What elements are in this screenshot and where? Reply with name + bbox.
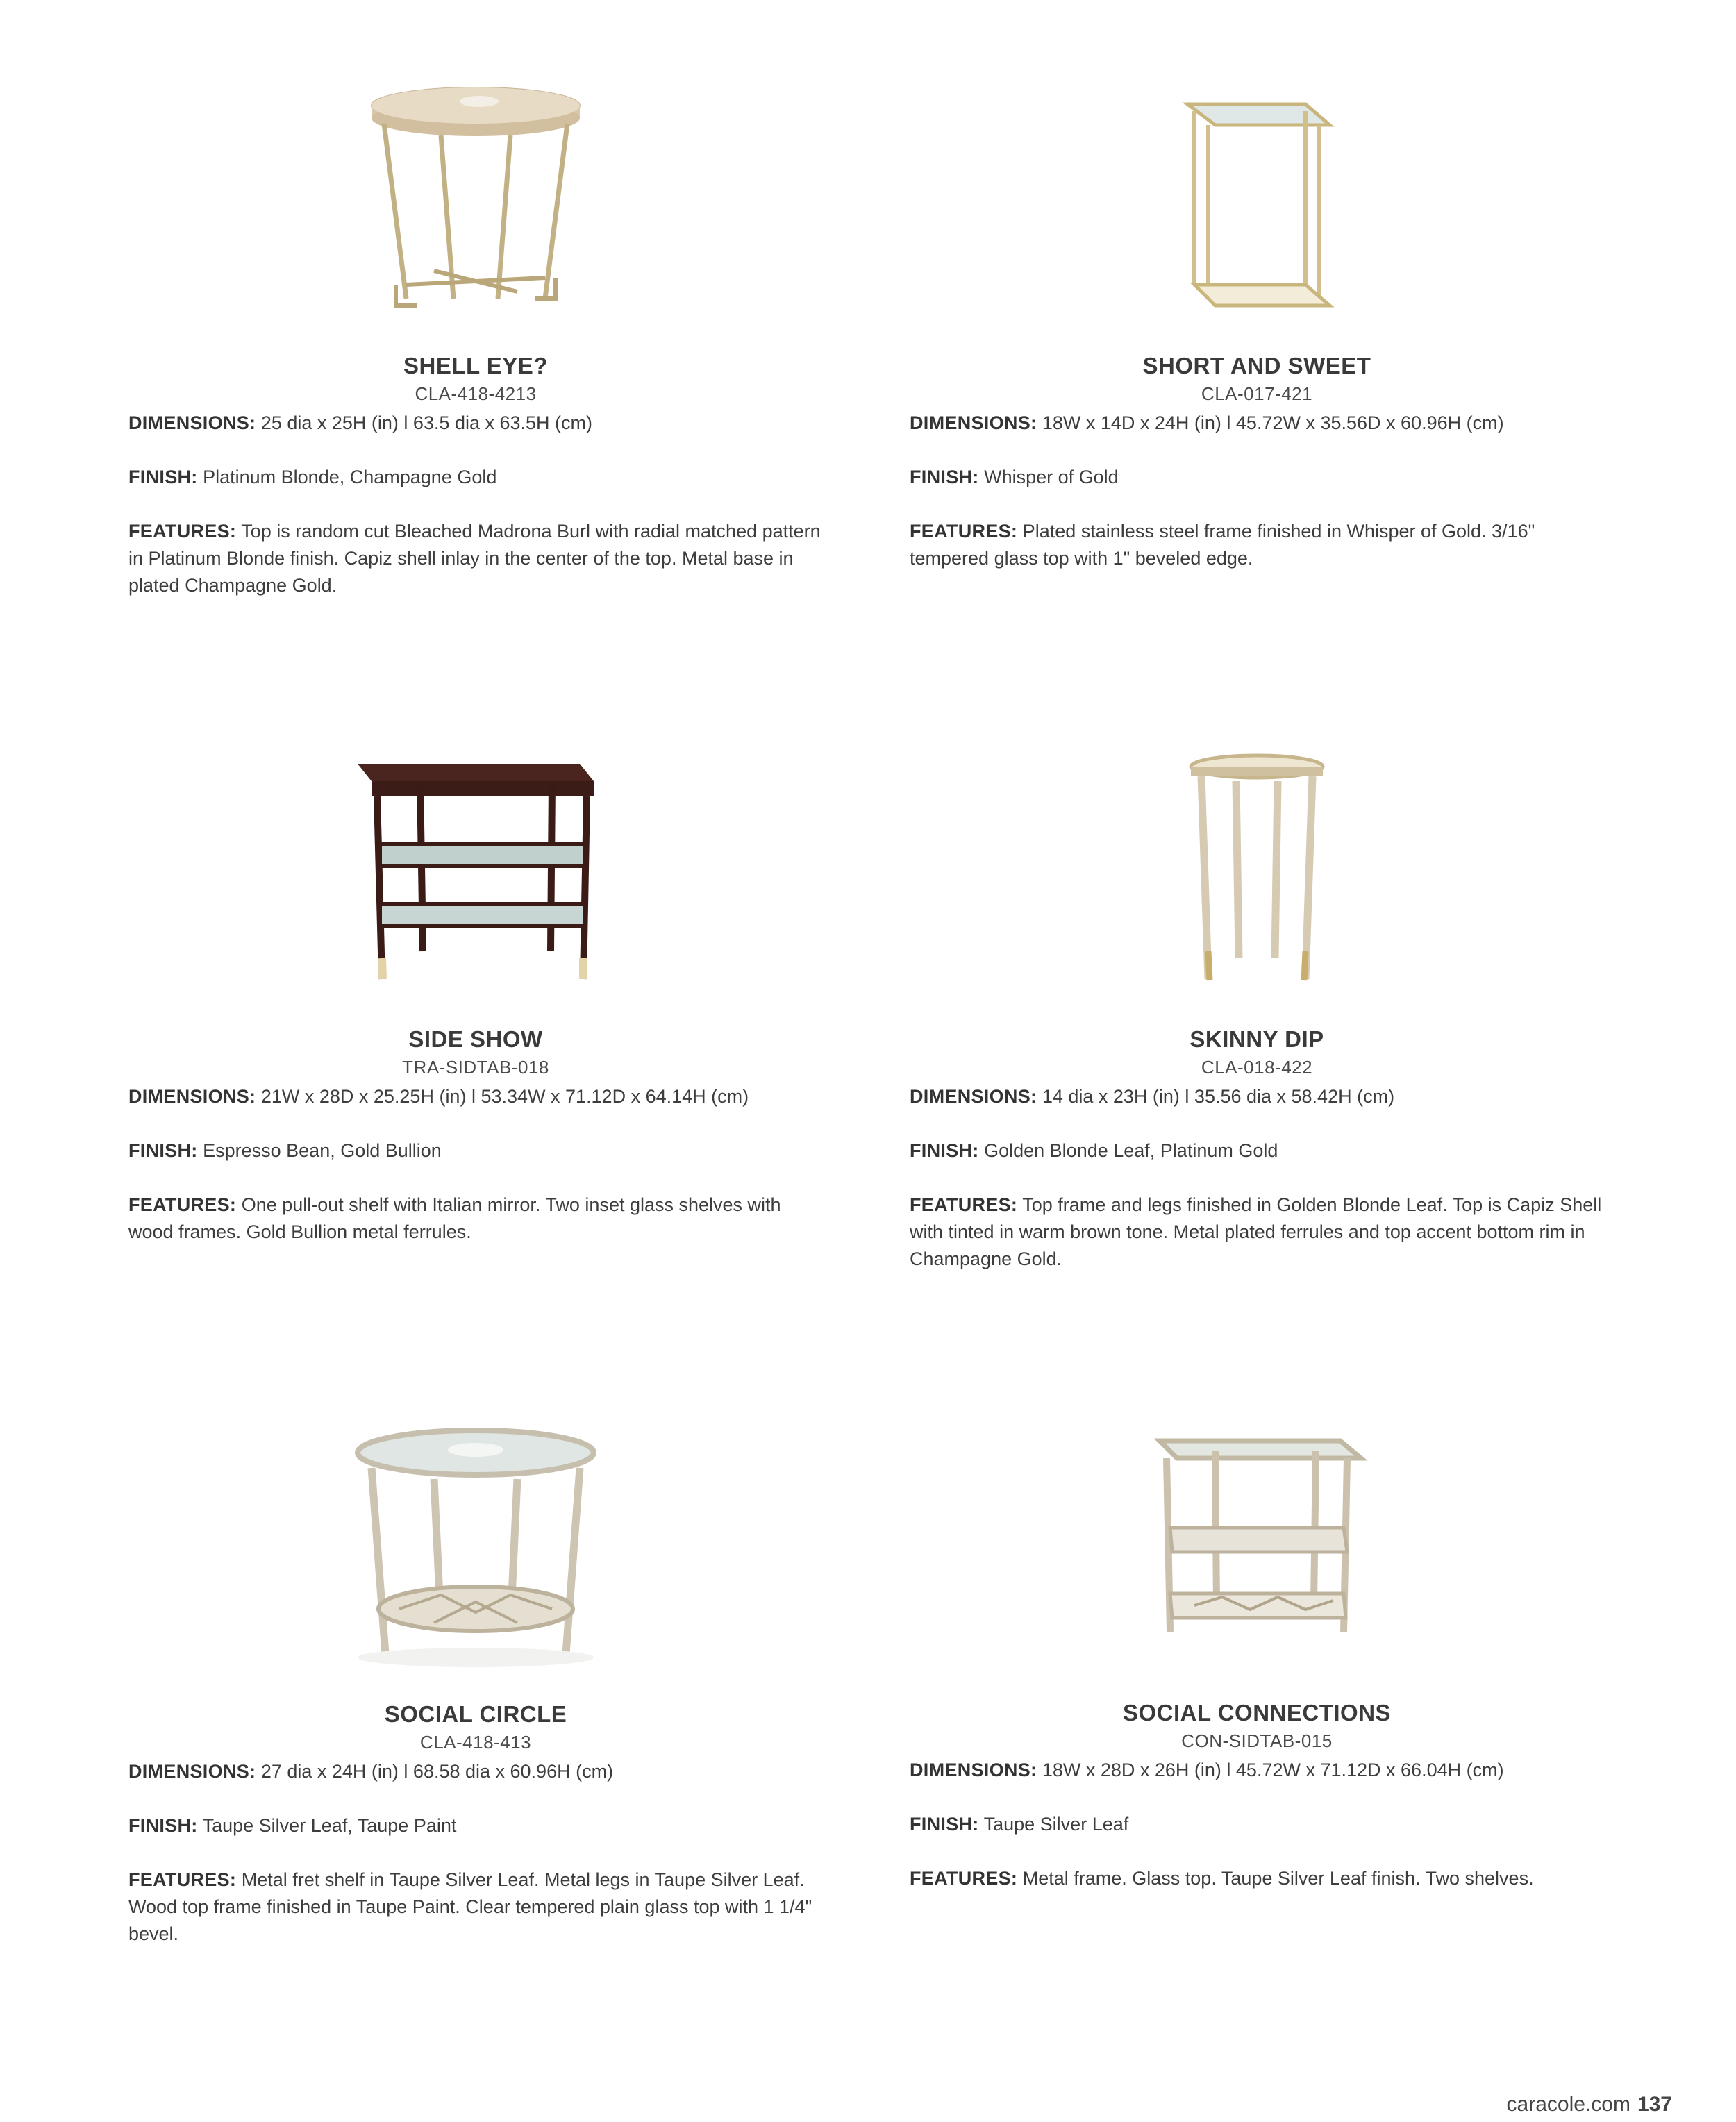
features-value: Plated stainless steel frame finished in Whisper of Gold. 3/16" tempered glass top with 1" beveled edge. bbox=[910, 521, 1535, 569]
finish-label: FINISH: bbox=[128, 1815, 198, 1836]
product-photo bbox=[910, 1423, 1604, 1694]
product-photo bbox=[910, 750, 1604, 1021]
product-name: SIDE SHOW bbox=[408, 1026, 543, 1052]
finish-row bbox=[128, 464, 823, 491]
dimensions-row bbox=[128, 1758, 823, 1785]
dimensions-value: 18W x 14D x 24H (in) l 45.72W x 35.56D x 60.96H (cm) bbox=[1042, 412, 1504, 433]
dimensions-label: DIMENSIONS: bbox=[128, 1086, 256, 1107]
product-card bbox=[910, 1423, 1604, 1965]
finish-label: FINISH: bbox=[910, 1140, 979, 1161]
features-label: FEATURES: bbox=[910, 1194, 1018, 1215]
product-card bbox=[128, 76, 823, 618]
product-photo bbox=[128, 750, 823, 1021]
features-value: Metal fret shelf in Taupe Silver Leaf. Metal legs in Taupe Silver Leaf. Wood top frame finished in Taupe Paint. Clear tempered plain glass top with 1 1/4" bevel. bbox=[128, 1869, 812, 1944]
dimensions-row bbox=[128, 410, 823, 437]
slim-accent-table-image bbox=[1180, 750, 1333, 1000]
finish-label: FINISH: bbox=[910, 1814, 979, 1835]
dimensions-value: 14 dia x 23H (in) l 35.56 dia x 58.42H (cm) bbox=[1042, 1086, 1395, 1107]
features-value: Top frame and legs finished in Golden Blonde Leaf. Top is Capiz Shell with tinted in warm brown tone. Metal plated ferrules and top accent bottom rim in Champagne Gold. bbox=[910, 1194, 1602, 1269]
features-label: FEATURES: bbox=[910, 521, 1018, 542]
features-label: FEATURES: bbox=[128, 521, 237, 542]
round-glass-table-image bbox=[344, 1425, 608, 1675]
product-name: SHELL EYE? bbox=[403, 353, 548, 378]
rectangular-two-shelf-table-image bbox=[1139, 1423, 1375, 1673]
features-value: One pull-out shelf with Italian mirror. Two inset glass shelves with wood frames. Gold Bullion metal ferrules. bbox=[128, 1194, 781, 1242]
product-code: CLA-418-413 bbox=[419, 1732, 532, 1753]
product-name: SOCIAL CIRCLE bbox=[384, 1701, 567, 1727]
finish-row bbox=[910, 1137, 1604, 1164]
dimensions-value: 27 dia x 24H (in) l 68.58 dia x 60.96H (cm) bbox=[260, 1761, 614, 1782]
features-value: Metal frame. Glass top. Taupe Silver Leaf finish. Two shelves. bbox=[1022, 1868, 1534, 1889]
product-card bbox=[128, 750, 823, 1292]
features-row bbox=[128, 518, 823, 599]
product-photo bbox=[128, 1425, 823, 1696]
features-label: FEATURES: bbox=[128, 1194, 237, 1215]
finish-value: Whisper of Gold bbox=[984, 467, 1119, 487]
dimensions-row bbox=[910, 1757, 1604, 1784]
product-name: SHORT AND SWEET bbox=[1142, 353, 1371, 378]
finish-value: Golden Blonde Leaf, Platinum Gold bbox=[984, 1140, 1278, 1161]
product-photo bbox=[128, 76, 823, 347]
product-name: SKINNY DIP bbox=[1190, 1026, 1324, 1052]
site-link[interactable]: caracole.com bbox=[1506, 2093, 1630, 2116]
features-row bbox=[910, 1192, 1604, 1273]
features-label: FEATURES: bbox=[128, 1869, 237, 1890]
features-row bbox=[910, 1865, 1604, 1892]
finish-label: FINISH: bbox=[128, 1140, 198, 1161]
features-row bbox=[128, 1866, 823, 1948]
page-number: 137 bbox=[1637, 2093, 1672, 2116]
product-card bbox=[910, 750, 1604, 1292]
dimensions-label: DIMENSIONS: bbox=[910, 1086, 1037, 1107]
dimensions-label: DIMENSIONS: bbox=[910, 412, 1037, 433]
page-footer bbox=[1507, 2093, 1672, 2116]
finish-value: Taupe Silver Leaf, Taupe Paint bbox=[202, 1815, 457, 1836]
finish-row bbox=[910, 464, 1604, 491]
c-shaped-table-image bbox=[1167, 76, 1347, 326]
finish-row bbox=[910, 1811, 1604, 1838]
dimensions-value: 18W x 28D x 26H (in) l 45.72W x 71.12D x 66.04H (cm) bbox=[1042, 1760, 1504, 1780]
product-card bbox=[128, 1425, 823, 1966]
finish-label: FINISH: bbox=[910, 467, 979, 487]
dimensions-row bbox=[910, 1083, 1604, 1110]
dimensions-label: DIMENSIONS: bbox=[128, 1761, 256, 1782]
product-code: TRA-SIDTAB-018 bbox=[402, 1057, 549, 1078]
finish-value: Platinum Blonde, Champagne Gold bbox=[203, 467, 497, 487]
round-side-table-image bbox=[358, 76, 594, 326]
product-card bbox=[910, 76, 1604, 618]
dimensions-value: 21W x 28D x 25.25H (in) l 53.34W x 71.12D x 64.14H (cm) bbox=[260, 1086, 749, 1107]
features-value: Top is random cut Bleached Madrona Burl with radial matched pattern in Platinum Blonde finish. Capiz shell inlay in the center of the top. Metal base in plated Champagne Gold. bbox=[128, 521, 821, 596]
product-code: CLA-017-421 bbox=[1201, 383, 1313, 404]
finish-row bbox=[128, 1137, 823, 1164]
espresso-side-table-image bbox=[344, 750, 608, 1000]
product-code: CLA-018-422 bbox=[1201, 1057, 1313, 1078]
product-name: SOCIAL CONNECTIONS bbox=[1122, 1700, 1392, 1726]
finish-row bbox=[128, 1812, 823, 1839]
features-label: FEATURES: bbox=[910, 1868, 1018, 1889]
dimensions-label: DIMENSIONS: bbox=[910, 1760, 1037, 1780]
product-photo bbox=[910, 76, 1604, 347]
finish-label: FINISH: bbox=[128, 467, 198, 487]
finish-value: Taupe Silver Leaf bbox=[983, 1814, 1129, 1835]
dimensions-row bbox=[128, 1083, 823, 1110]
product-code: CON-SIDTAB-015 bbox=[1181, 1730, 1333, 1751]
features-row bbox=[128, 1192, 823, 1246]
features-row bbox=[910, 518, 1604, 572]
dimensions-row bbox=[910, 410, 1604, 437]
dimensions-value: 25 dia x 25H (in) l 63.5 dia x 63.5H (cm) bbox=[260, 412, 593, 433]
product-code: CLA-418-4213 bbox=[415, 383, 537, 404]
finish-value: Espresso Bean, Gold Bullion bbox=[203, 1140, 442, 1161]
dimensions-label: DIMENSIONS: bbox=[128, 412, 256, 433]
